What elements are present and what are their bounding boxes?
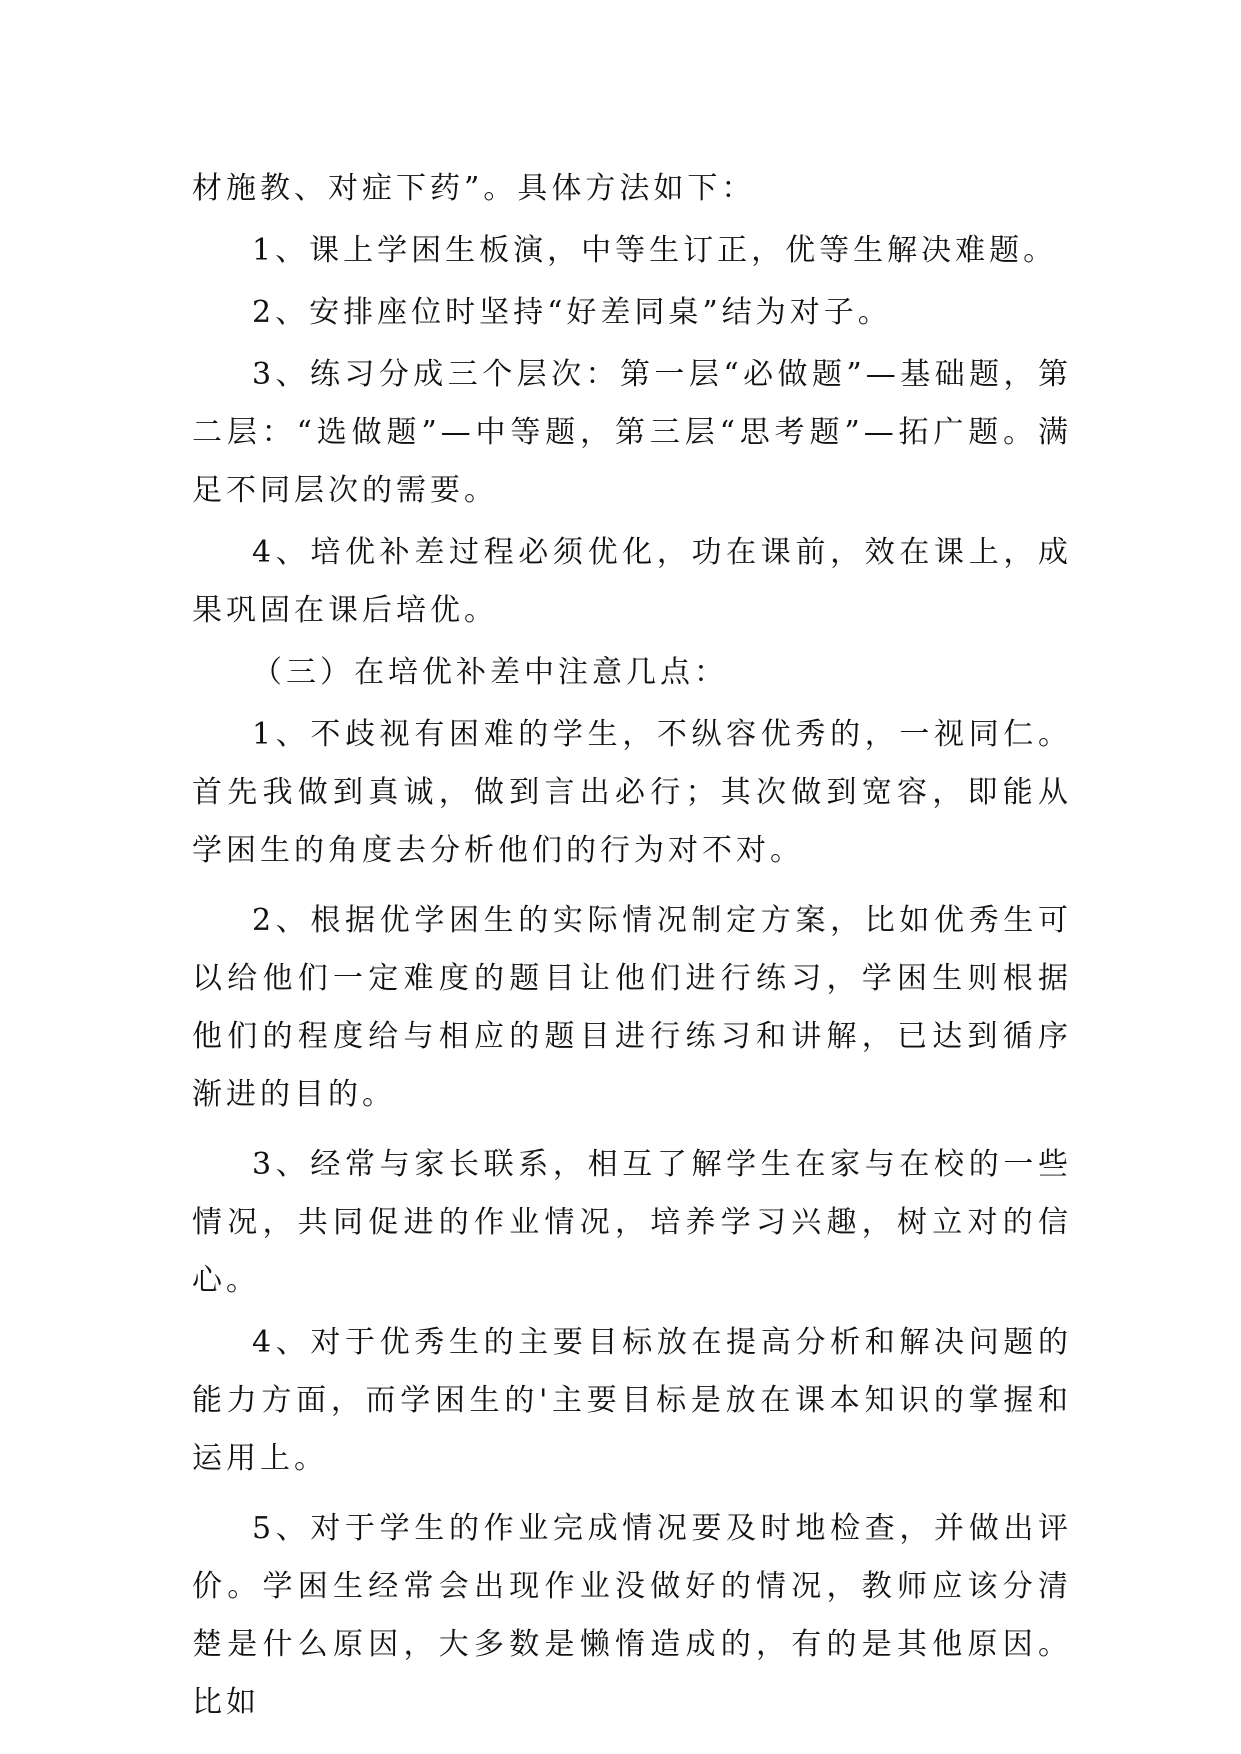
paragraph-note-3: 3、经常与家长联系，相互了解学生在家与在校的一些情况，共同促进的作业情况，培养学习兴趣，树立对的信心。 xyxy=(192,1147,1072,1298)
paragraph-note-2: 2、根据优学困生的实际情况制定方案，比如优秀生可以给他们一定难度的题目让他们进行练习，学困生则根据他们的程度给与相应的题目进行练习和讲解，已达到循序渐进的目的。 xyxy=(192,903,1072,1112)
paragraph-method-4: 4、培优补差过程必须优化，功在课前，效在课上，成果巩固在课后培优。 xyxy=(192,535,1072,628)
document-body xyxy=(192,160,1072,1732)
paragraph-method-1: 1、课上学困生板演，中等生订正，优等生解决难题。 xyxy=(252,233,1058,268)
paragraph-note-4: 4、对于优秀生的主要目标放在提高分析和解决问题的能力方面，而学困生的'主要目标是放在课本知识的掌握和运用上。 xyxy=(192,1325,1072,1476)
paragraph-method-2: 2、安排座位时坚持“好差同桌”结为对子。 xyxy=(252,295,892,330)
paragraph-intro-continuation: 材施教、对症下药”。具体方法如下： xyxy=(192,171,756,206)
section-heading-three: （三）在培优补差中注意几点： xyxy=(252,655,728,690)
paragraph-note-1: 1、不歧视有困难的学生，不纵容优秀的，一视同仁。首先我做到真诚，做到言出必行；其次做到宽容，即能从学困生的角度去分析他们的行为对不对。 xyxy=(192,717,1072,868)
paragraph-method-3: 3、练习分成三个层次：第一层“必做题”—基础题，第二层：“选做题”—中等题，第三层“思考题”—拓广题。满足不同层次的需要。 xyxy=(192,357,1072,508)
paragraph-note-5: 5、对于学生的作业完成情况要及时地检查，并做出评价。学困生经常会出现作业没做好的情况，教师应该分清楚是什么原因，大多数是懒惰造成的，有的是其他原因。比如 xyxy=(192,1511,1072,1720)
